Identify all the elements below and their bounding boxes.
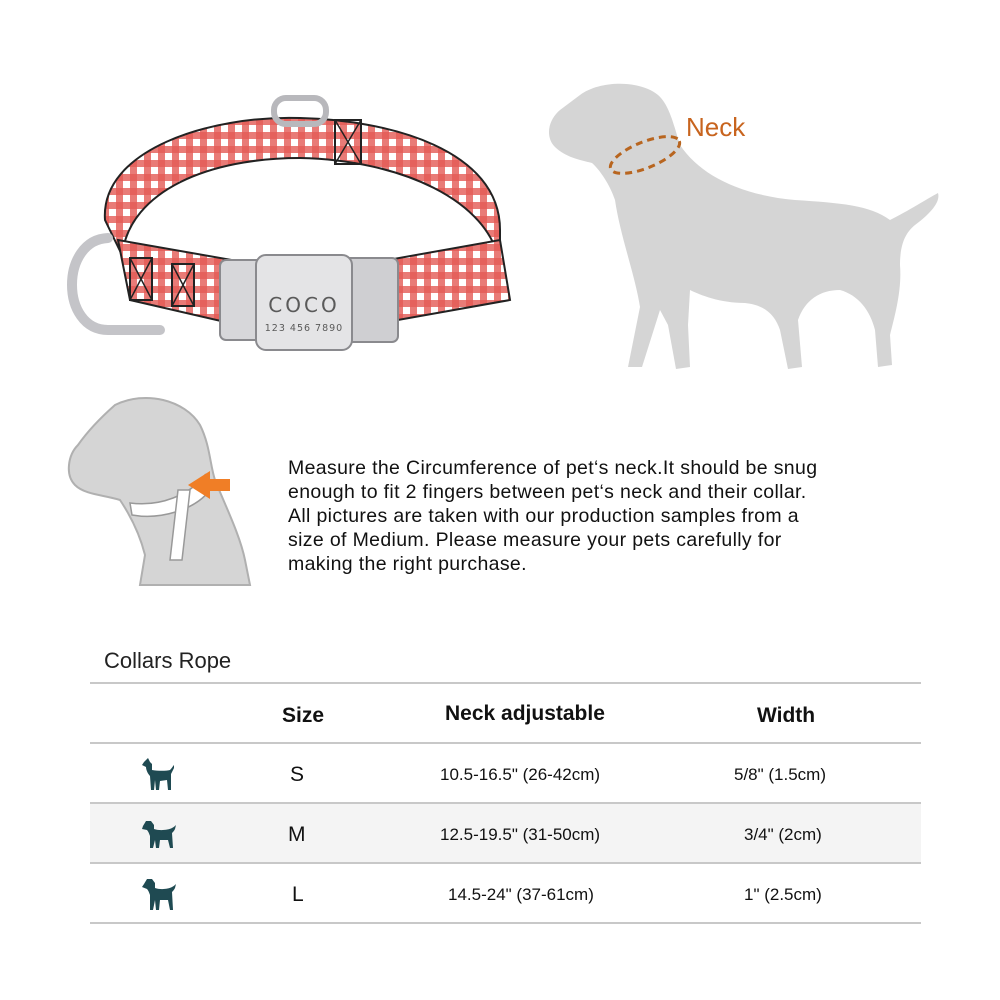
header-width: Width	[757, 704, 816, 727]
table-title: Collars Rope	[104, 648, 232, 673]
neck-measuring-figure	[60, 395, 260, 595]
collar-product-image	[60, 90, 520, 370]
table-header-row	[90, 684, 921, 742]
size-value: M	[288, 823, 306, 846]
measurement-instructions	[288, 456, 948, 576]
size-value: S	[290, 763, 305, 786]
instruction-line: All pictures are taken with our production samples from a	[288, 505, 799, 527]
table-row	[90, 864, 921, 922]
instruction-line: enough to fit 2 fingers between pet‘s neck and their collar.	[288, 481, 807, 503]
header-size: Size	[282, 704, 325, 727]
width-value: 1" (2.5cm)	[744, 885, 822, 904]
medium-dog-icon	[140, 816, 176, 852]
instruction-line: size of Medium. Please measure your pets carefully for	[288, 529, 782, 551]
small-dog-icon	[140, 756, 176, 792]
neck-label: Neck	[686, 112, 746, 142]
collar-tag-name: COCO	[268, 293, 340, 317]
neck-value: 10.5-16.5" (26-42cm)	[440, 765, 601, 784]
header-neck-adjustable: Neck adjustable	[445, 702, 605, 725]
collar-tag-number: 123 456 7890	[264, 323, 344, 334]
table-row	[90, 744, 921, 802]
size-value: L	[292, 883, 304, 906]
neck-value: 14.5-24" (37-61cm)	[448, 885, 594, 904]
large-dog-icon	[140, 876, 176, 912]
neck-value: 12.5-19.5" (31-50cm)	[440, 825, 601, 844]
table-row	[90, 804, 921, 862]
width-value: 5/8" (1.5cm)	[734, 765, 827, 784]
instruction-line: Measure the Circumference of pet‘s neck.It should be snug	[288, 457, 818, 479]
width-value: 3/4" (2cm)	[744, 825, 822, 844]
instruction-line: making the right purchase.	[288, 553, 527, 575]
divider	[90, 922, 921, 924]
